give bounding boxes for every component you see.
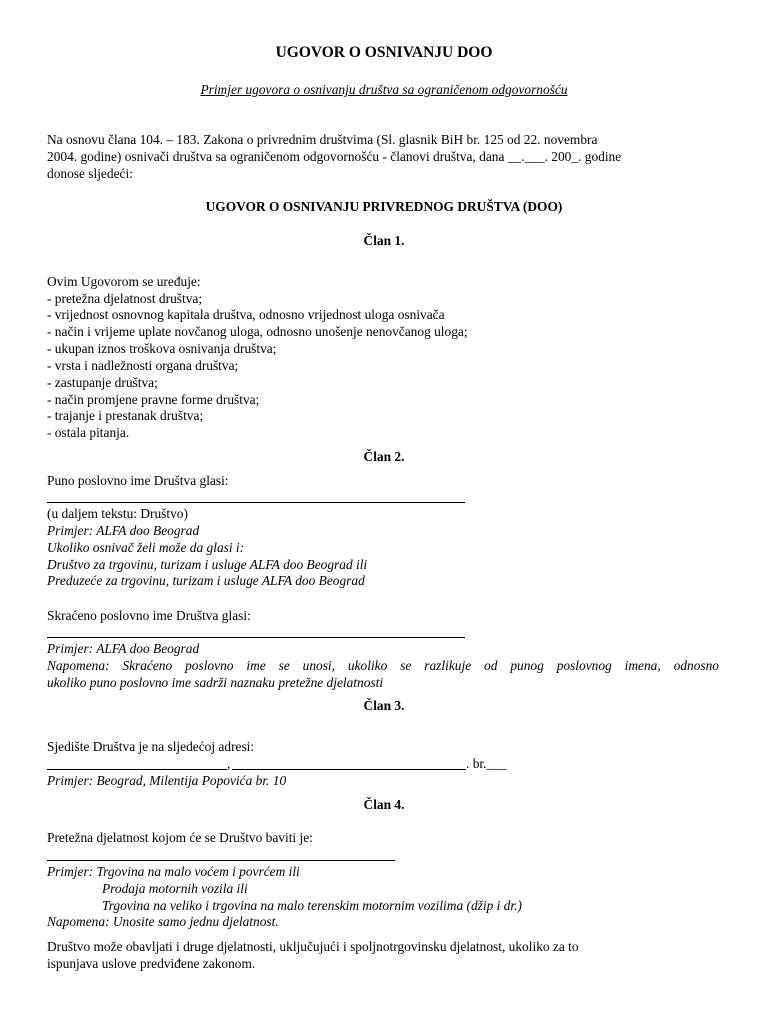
intro-line-1: Na osnovu člana 104. – 183. Zakona o privrednim društvima (Sl. glasnik BiH br. 125 od 22. novembra — [47, 132, 598, 147]
city-blank-line[interactable] — [47, 769, 227, 770]
clan1-title: Član 1. — [363, 233, 405, 248]
clan1-lead: Ovim Ugovorom se uređuje: — [47, 274, 201, 289]
full-name-blank-line[interactable] — [47, 502, 465, 503]
clan3-title: Član 3. — [363, 698, 405, 713]
clan1-item: - trajanje i prestanak društva; — [47, 408, 204, 423]
clan1-item: - ostala pitanja. — [47, 425, 130, 440]
example-line: Ukoliko osnivač želi može da glasi i: — [47, 540, 245, 555]
intro-line-2: 2004. godine) osnivači društva sa ograničenom odgovornošću - članovi društva, dana __.___. 200_. godine — [47, 149, 622, 164]
clan2-title: Član 2. — [363, 449, 405, 464]
address-comma: , — [227, 756, 231, 771]
street-blank-line[interactable] — [232, 769, 466, 770]
address-example: Primjer: Beograd, Milentija Popovića br. 10 — [47, 773, 287, 788]
activity-example: Primjer: Trgovina na malo voćem i povrćem ili — [47, 864, 300, 879]
short-name-note-line-1: Napomena: Skraćeno poslovno ime se unosi, ukoliko se razlikuje od punog poslovnog imena, odnosno — [47, 658, 719, 673]
address-number: . br.___ — [466, 756, 507, 771]
other-activities-line-1: Društvo može obavljati i druge djelatnosti, uključujući i spoljnotrgovinsku djelatnost, ukoliko za to — [47, 939, 579, 954]
document-title: UGOVOR O OSNIVANJU DOO — [275, 44, 493, 61]
further-text: (u daljem tekstu: Društvo) — [47, 506, 188, 521]
clan1-item: - ukupan iznos troškova osnivanja društva; — [47, 341, 277, 356]
other-activities-line-2: ispunjava uslove predviđene zakonom. — [47, 956, 256, 971]
clan1-item: - pretežna djelatnost društva; — [47, 291, 203, 306]
contract-heading: UGOVOR O OSNIVANJU PRIVREDNOG DRUŠTVA (DOO) — [205, 199, 563, 214]
clan1-item: - vrsta i nadležnosti organa društva; — [47, 358, 239, 373]
example-line: Društvo za trgovinu, turizam i usluge ALFA doo Beograd ili — [47, 557, 368, 572]
short-name-example: Primjer: ALFA doo Beograd — [47, 641, 200, 656]
address-label: Sjedište Društva je na sljedećoj adresi: — [47, 739, 255, 754]
activity-note: Napomena: Unosite samo jednu djelatnost. — [47, 914, 279, 929]
document-subtitle: Primjer ugovora o osnivanju društva sa ograničenom odgovornošću — [200, 82, 568, 97]
clan1-item: - zastupanje društva; — [47, 375, 158, 390]
short-name-label: Skraćeno poslovno ime Društva glasi: — [47, 608, 251, 623]
short-name-blank-line[interactable] — [47, 637, 465, 638]
full-name-label: Puno poslovno ime Društva glasi: — [47, 473, 229, 488]
clan4-title: Član 4. — [363, 797, 405, 812]
example-line: Primjer: ALFA doo Beograd — [47, 523, 200, 538]
clan1-item: - vrijednost osnovnog kapitala društva, odnosno vrijednost uloga osnivača — [47, 307, 445, 322]
clan1-item: - način promjene pravne forme društva; — [47, 392, 260, 407]
intro-line-3: donose sljedeći: — [47, 166, 133, 181]
activity-blank-line[interactable] — [47, 860, 395, 861]
activity-label: Pretežna djelatnost kojom će se Društvo baviti je: — [47, 830, 313, 845]
short-name-note-line-2: ukoliko puno poslovno ime sadrži naznaku pretežne djelatnosti — [47, 675, 384, 690]
activity-example: Trgovina na veliko i trgovina na malo terenskim motornim vozilima (džip i dr.) — [102, 898, 522, 913]
activity-example: Prodaja motornih vozila ili — [102, 881, 248, 896]
example-line: Preduzeće za trgovinu, turizam i usluge ALFA doo Beograd — [47, 573, 365, 588]
clan1-item: - način i vrijeme uplate novčanog uloga, odnosno unošenje nenovčanog uloga; — [47, 324, 468, 339]
